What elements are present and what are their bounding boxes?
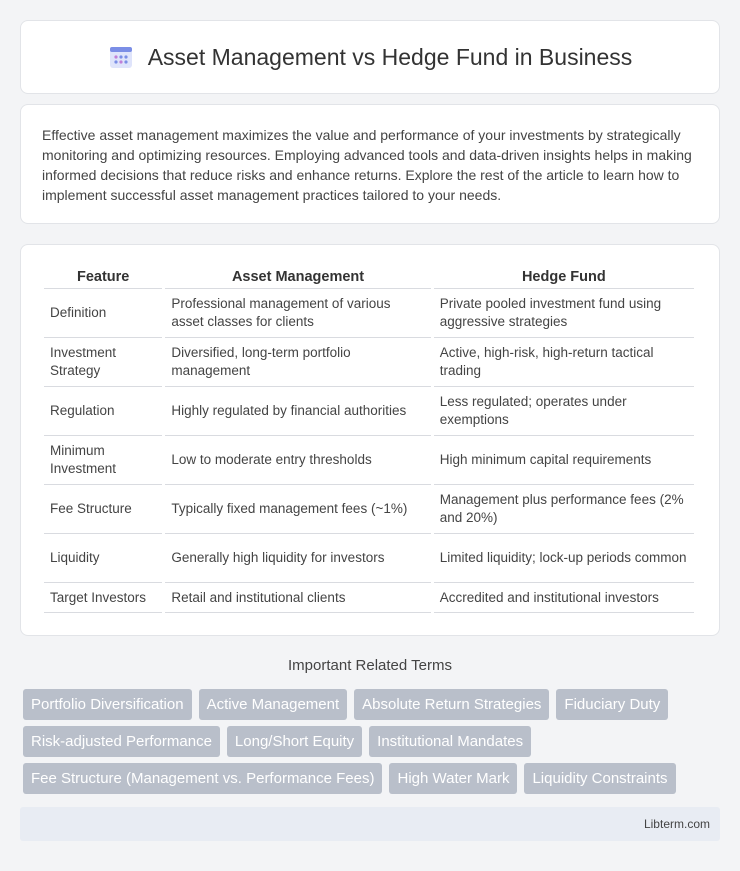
row-hedge-fund: Limited liquidity; lock-up periods common xyxy=(434,534,694,583)
table-row xyxy=(44,387,694,436)
tag-row xyxy=(23,726,723,757)
row-hedge-fund: Less regulated; operates under exemptions xyxy=(434,387,694,436)
header-feature: Feature xyxy=(44,267,162,289)
calendar-grid-icon xyxy=(108,44,134,70)
row-asset-management: Retail and institutional clients xyxy=(165,583,430,613)
tag-row xyxy=(23,763,723,794)
row-hedge-fund: Private pooled investment fund using aggressive strategies xyxy=(434,289,694,338)
header-inner xyxy=(108,44,633,71)
tag-risk-adjusted-performance[interactable]: Risk-adjusted Performance xyxy=(23,726,220,757)
row-asset-management: Diversified, long-term portfolio management xyxy=(165,338,430,387)
row-feature: Investment Strategy xyxy=(44,338,162,387)
tag-portfolio-diversification[interactable]: Portfolio Diversification xyxy=(23,689,192,720)
related-terms-title: Important Related Terms xyxy=(288,657,452,674)
header-hedge-fund: Hedge Fund xyxy=(434,267,694,289)
row-hedge-fund: Accredited and institutional investors xyxy=(434,583,694,613)
row-asset-management: Highly regulated by financial authorities xyxy=(165,387,430,436)
tag-absolute-return-strategies[interactable]: Absolute Return Strategies xyxy=(354,689,549,720)
header-asset-management: Asset Management xyxy=(165,267,430,289)
row-asset-management: Professional management of various asset classes for clients xyxy=(165,289,430,338)
footer xyxy=(20,807,720,841)
row-feature: Minimum Investment xyxy=(44,436,162,485)
tag-institutional-mandates[interactable]: Institutional Mandates xyxy=(369,726,531,757)
row-asset-management: Generally high liquidity for investors xyxy=(165,534,430,583)
tag-liquidity-constraints[interactable]: Liquidity Constraints xyxy=(524,763,675,794)
footer-site-link[interactable]: Libterm.com xyxy=(643,817,710,831)
related-terms-tags xyxy=(23,689,723,800)
table-row xyxy=(44,485,694,534)
page-title: Asset Management vs Hedge Fund in Business xyxy=(147,43,633,70)
comparison-table-card xyxy=(20,244,720,636)
row-hedge-fund: High minimum capital requirements xyxy=(434,436,694,485)
tag-row xyxy=(23,689,723,720)
row-asset-management: Typically fixed management fees (~1%) xyxy=(165,485,430,534)
tag-long-short-equity[interactable]: Long/Short Equity xyxy=(227,726,362,757)
table-row xyxy=(44,436,694,485)
comparison-table xyxy=(41,267,697,613)
table-row xyxy=(44,338,694,387)
row-hedge-fund: Management plus performance fees (2% and 20%) xyxy=(434,485,694,534)
header-card xyxy=(20,20,720,94)
table-header-row xyxy=(44,267,694,289)
row-hedge-fund: Active, high-risk, high-return tactical trading xyxy=(434,338,694,387)
tag-active-management[interactable]: Active Management xyxy=(199,689,348,720)
tag-fiduciary-duty[interactable]: Fiduciary Duty xyxy=(556,689,668,720)
intro-paragraph: Effective asset management maximizes the value and performance of your investments by strategically monitoring and optimizing resources. Employing advanced tools and data-driven insights helps in making informed decisions that reduce risks and enhance returns. Explore the rest of the article to learn how to implement successful asset management practices tailored to your needs. xyxy=(42,127,692,203)
row-feature: Definition xyxy=(44,289,162,338)
row-feature: Fee Structure xyxy=(44,485,162,534)
row-feature: Target Investors xyxy=(44,583,162,613)
row-feature: Liquidity xyxy=(44,534,162,583)
tag-high-water-mark[interactable]: High Water Mark xyxy=(389,763,517,794)
table-row xyxy=(44,534,694,583)
table-row xyxy=(44,289,694,338)
table-row xyxy=(44,583,694,613)
row-asset-management: Low to moderate entry thresholds xyxy=(165,436,430,485)
row-feature: Regulation xyxy=(44,387,162,436)
tag-fee-structure[interactable]: Fee Structure (Management vs. Performance Fees) xyxy=(23,763,382,794)
intro-card xyxy=(20,104,720,224)
